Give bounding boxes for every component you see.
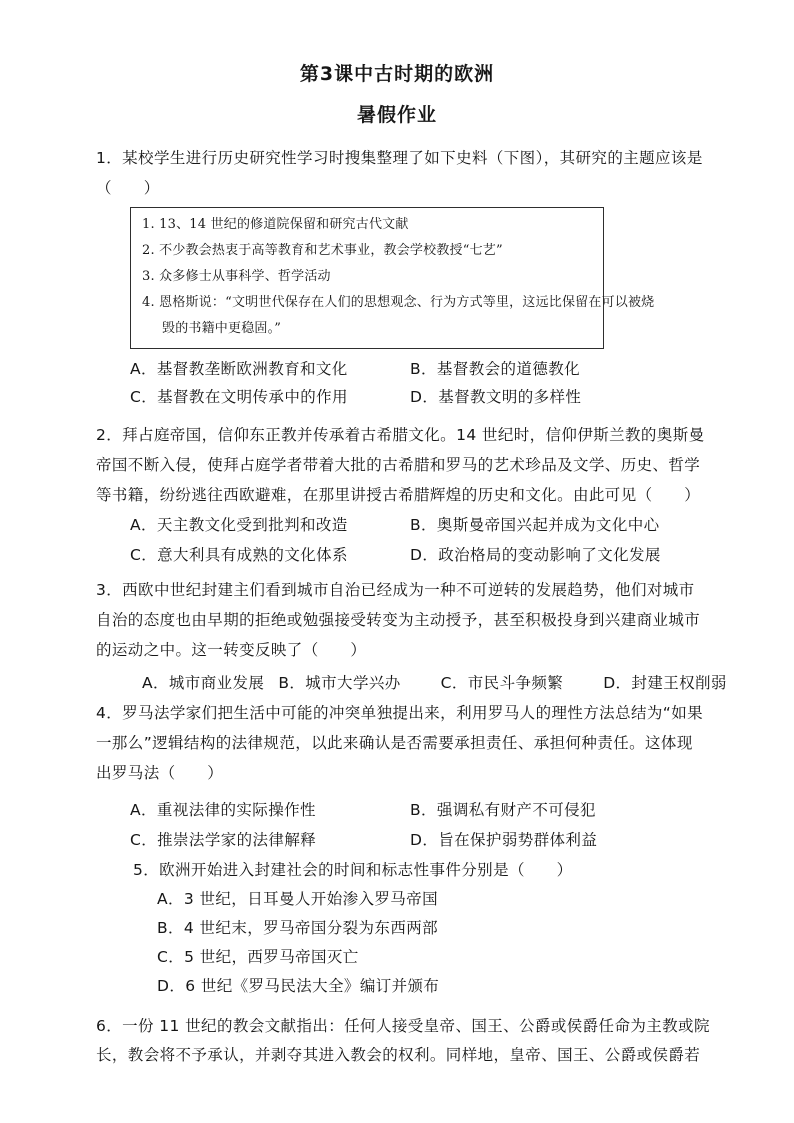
option-row bbox=[96, 540, 708, 570]
question-4-option-a: A．重视法律的实际操作性 bbox=[130, 801, 316, 819]
question-1-stem: 1．某校学生进行历史研究性学习时搜集整理了如下史料（下图），其研究的主题应该是 bbox=[96, 149, 703, 167]
question-4-options bbox=[96, 795, 708, 855]
question-2-option-c: C．意大利具有成熟的文化体系 bbox=[130, 546, 348, 564]
question-5-option-d: D．6 世纪《罗马民法大全》编订并颁布 bbox=[157, 977, 440, 995]
source-item-4: 4. 恩格斯说：“文明世代保存在人们的思想观念、行为方式等里，这远比保留在可以被烧 bbox=[142, 295, 655, 310]
question-3-option-d: D．封建王权削弱 bbox=[603, 674, 727, 692]
question-3-stem-line: 自治的态度也由早期的拒绝或勉强接受转变为主动授予，甚至积极投身到兴建商业城市 bbox=[96, 611, 701, 629]
question-6-stem-line: 6．一份 11 世纪的教会文献指出：任何人接受皇帝、国王、公爵或侯爵任命为主教或院 bbox=[96, 1017, 710, 1035]
question-3-option-a: A．城市商业发展 bbox=[142, 674, 265, 692]
question-1-option-c: C．基督教在文明传承中的作用 bbox=[130, 388, 348, 406]
question-3-stem-line: 3．西欧中世纪封建主们看到城市自治已经成为一种不可逆转的发展趋势，他们对城市 bbox=[96, 581, 695, 599]
source-item-2: 2. 不少教会热衷于高等教育和艺术事业，教会学校教授“七艺” bbox=[142, 243, 503, 258]
question-5-option-a: A．3 世纪，日耳曼人开始渗入罗马帝国 bbox=[157, 890, 438, 908]
option-row bbox=[96, 825, 708, 855]
question-2-stem-line: 等书籍，纷纷逃往西欧避难，在那里讲授古希腊辉煌的历史和文化。由此可见（ ） bbox=[96, 486, 701, 504]
option-row bbox=[96, 510, 708, 540]
question-5-option-c: C．5 世纪，西罗马帝国灭亡 bbox=[157, 948, 359, 966]
question-4 bbox=[96, 698, 708, 855]
question-3 bbox=[96, 575, 727, 697]
question-3-option-b: B．城市大学兴办 bbox=[278, 674, 401, 692]
question-4-option-c: C．推崇法学家的法律解释 bbox=[130, 831, 317, 849]
question-6-stem-line: 长，教会将不予承认，并剥夺其进入教会的权利。同样地，皇帝、国王、公爵或侯爵若 bbox=[96, 1046, 701, 1064]
question-1-options bbox=[96, 355, 708, 411]
question-3-option-c: C．市民斗争频繁 bbox=[440, 674, 564, 692]
option-row bbox=[96, 355, 708, 383]
question-2-option-a: A．天主教文化受到批判和改造 bbox=[130, 516, 348, 534]
page-title: 第3课中古时期的欧洲 bbox=[299, 63, 495, 85]
source-material-box bbox=[130, 207, 655, 349]
question-2-stem-line: 2．拜占庭帝国，信仰东正教并传承着古希腊文化。14 世纪时，信仰伊斯兰教的奥斯曼 bbox=[96, 426, 705, 444]
question-2-option-b: B．奥斯曼帝国兴起并成为文化中心 bbox=[410, 516, 660, 534]
question-1-option-b: B．基督教会的道德教化 bbox=[410, 360, 581, 378]
question-2-stem-line: 帝国不断入侵，使拜占庭学者带着大批的古希腊和罗马的艺术珍品及文学、历史、哲学 bbox=[96, 456, 701, 474]
page-subtitle: 暑假作业 bbox=[356, 104, 437, 126]
question-3-stem-line: 的运动之中。这一转变反映了（ ） bbox=[96, 641, 367, 659]
question-4-stem-line: 4．罗马法学家们把生活中可能的冲突单独提出来，利用罗马人的理性方法总结为“如果 bbox=[96, 704, 703, 722]
question-6 bbox=[96, 1012, 708, 1070]
question-4-stem-line: 一那么”逻辑结构的法律规范，以此来确认是否需要承担责任、承担何种责任。这体现 bbox=[96, 734, 693, 752]
option-row bbox=[96, 795, 708, 825]
question-2-option-d: D．政治格局的变动影响了文化发展 bbox=[410, 546, 661, 564]
question-4-stem-line: 出罗马法（ ） bbox=[96, 764, 224, 782]
question-4-option-b: B．强调私有财产不可侵犯 bbox=[410, 801, 596, 819]
question-1-option-d: D．基督教文明的多样性 bbox=[410, 388, 582, 406]
question-3-options bbox=[96, 669, 727, 697]
question-5 bbox=[133, 856, 745, 1001]
source-item-1: 1. 13、14 世纪的修道院保留和研究古代文献 bbox=[142, 217, 409, 232]
question-2 bbox=[96, 420, 708, 570]
source-item-4-continued: 毁的书籍中更稳固。” bbox=[162, 321, 282, 336]
source-item-3: 3. 众多修士从事科学、哲学活动 bbox=[142, 269, 331, 284]
option-row bbox=[96, 383, 708, 411]
question-4-option-d: D．旨在保护弱势群体利益 bbox=[410, 831, 598, 849]
question-5-option-b: B．4 世纪末，罗马帝国分裂为东西两部 bbox=[157, 919, 439, 937]
question-5-stem: 5．欧洲开始进入封建社会的时间和标志性事件分别是（ ） bbox=[133, 861, 573, 879]
question-1-option-a: A．基督教垄断欧洲教育和文化 bbox=[130, 360, 348, 378]
question-1-answer-blank: （ ） bbox=[96, 179, 160, 197]
question-1 bbox=[96, 143, 708, 411]
